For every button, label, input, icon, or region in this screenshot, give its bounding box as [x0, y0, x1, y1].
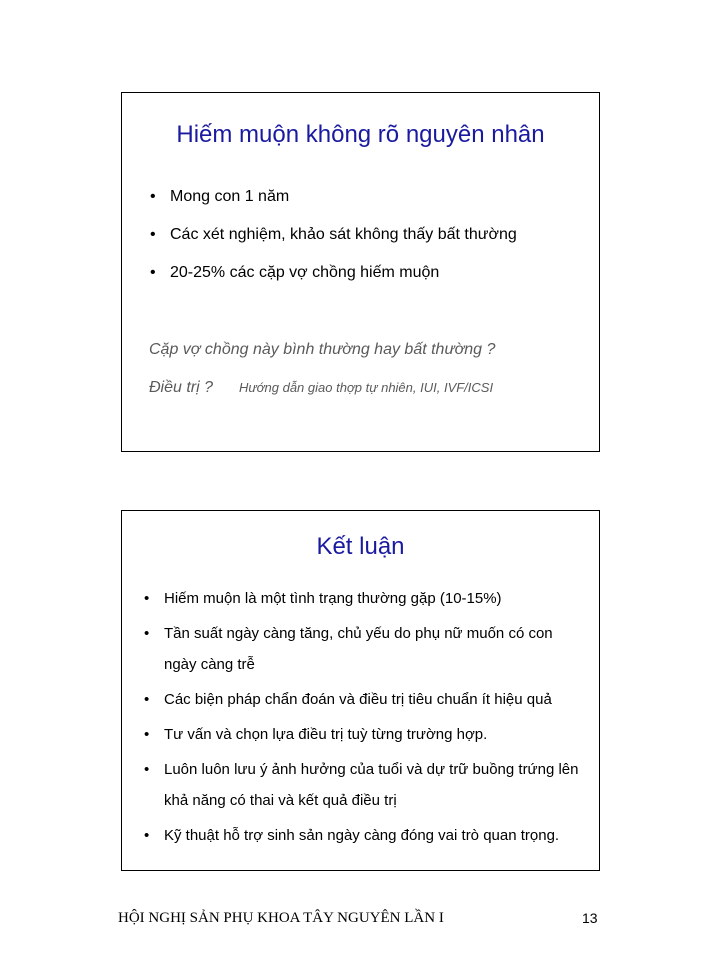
treatment-note: Hướng dẫn giao thợp tự nhiên, IUI, IVF/ICSI [239, 380, 494, 395]
bullet-item: • Luôn luôn lưu ý ảnh hưởng của tuổi và dự trữ buồng trứng lên khả năng có thai và kết quả điều trị [144, 754, 584, 816]
page-number: 13 [582, 910, 598, 926]
question-text: Cặp vợ chồng này bình thường hay bất thường ? [149, 341, 496, 358]
footer-conference-name: HỘI NGHỊ SẢN PHỤ KHOA TÂY NGUYÊN LẦN I [118, 910, 444, 926]
bullet-item: • Mong con 1 năm [150, 187, 517, 207]
slide-title: Kết luận [316, 533, 405, 560]
bullet-item: • Các xét nghiệm, khảo sát không thấy bất thường [150, 225, 517, 245]
bullet-item: • Hiếm muộn là một tình trạng thường gặp (10-15%) [144, 583, 584, 614]
slide-unexplained-infertility [121, 92, 600, 452]
slide-title: Hiếm muộn không rõ nguyên nhân [176, 121, 545, 148]
bullet-item: • Các biện pháp chẩn đoán và điều trị tiêu chuẩn ít hiệu quả [144, 684, 584, 715]
treatment-label: Điều trị ? [149, 379, 214, 396]
bullet-item: • Tần suất ngày càng tăng, chủ yếu do phụ nữ muốn có con ngày càng trễ [144, 618, 584, 680]
bullet-list [144, 583, 584, 855]
bullet-item: • 20-25% các cặp vợ chồng hiếm muộn [150, 263, 517, 283]
bullet-item: • Tư vấn và chọn lựa điều trị tuỳ từng trường hợp. [144, 719, 584, 750]
treatment-line [149, 379, 493, 397]
slide-conclusion [121, 510, 600, 871]
bullet-item: • Kỹ thuật hỗ trợ sinh sản ngày càng đóng vai trò quan trọng. [144, 820, 584, 851]
bullet-list [150, 187, 517, 301]
